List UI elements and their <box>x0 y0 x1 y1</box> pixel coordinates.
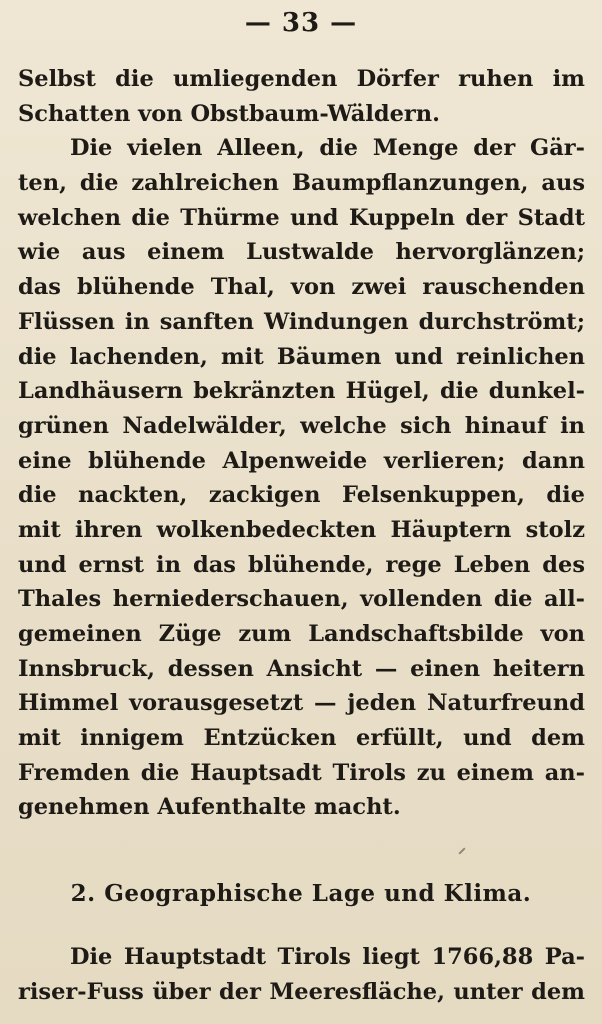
section-heading: 2. Geographische Lage und Klima. <box>70 880 532 907</box>
text-line: Fremden die Hauptsadt Tirols zu einem an- <box>18 759 585 786</box>
page-number: — 33 — <box>244 8 358 38</box>
text-line: Die Hauptstadt Tirols liegt 1766,88 Pa- <box>70 944 585 970</box>
text-line: Die vielen Alleen, die Menge der Gär- <box>70 135 585 162</box>
text-line: die nackten, zackigen Felsenkuppen, die <box>18 482 585 509</box>
text-line: wie aus einem Lustwalde hervorglänzen; <box>18 239 585 266</box>
text-line: ten, die zahlreichen Baumpflanzungen, aus <box>18 170 585 197</box>
text-line: Landhäusern bekränzten Hügel, die dunkel- <box>18 378 585 405</box>
body-text <box>18 62 585 825</box>
body-text-continued <box>18 940 585 1009</box>
text-line: gemeinen Züge zum Landschaftsbilde von <box>18 621 585 647</box>
text-line: welchen die Thürme und Kuppeln der Stadt <box>18 204 585 231</box>
text-line: mit innigem Entzücken erfüllt, und dem <box>18 725 585 752</box>
text-line: genehmen Aufenthalte macht. <box>18 794 401 821</box>
text-line: riser-Fuss über der Meeresfläche, unter dem <box>18 978 585 1005</box>
text-line: mit ihren wolkenbedeckten Häuptern stolz <box>18 516 585 543</box>
text-line: Thales herniederschauen, vollenden die all- <box>18 586 585 613</box>
text-line: Himmel vorausgesetzt — jeden Naturfreund <box>18 690 585 717</box>
text-line: Flüssen in sanften Windungen durchströmt; <box>18 308 585 335</box>
text-line: das blühende Thal, von zwei rauschenden <box>18 274 585 301</box>
text-line: die lachenden, mit Bäumen und reinlichen <box>18 343 585 370</box>
text-line: Selbst die umliegenden Dörfer ruhen im <box>18 66 585 92</box>
print-mark <box>458 847 465 854</box>
text-line: und ernst in das blühende, rege Leben des <box>18 551 585 578</box>
text-line: grünen Nadelwälder, welche sich hinauf in <box>18 412 585 439</box>
text-line: Schatten von Obstbaum-Wäldern. <box>18 100 440 127</box>
text-line: Innsbruck, dessen Ansicht — einen heitern <box>18 655 585 682</box>
text-line: eine blühende Alpenweide verlieren; dann <box>18 447 585 474</box>
